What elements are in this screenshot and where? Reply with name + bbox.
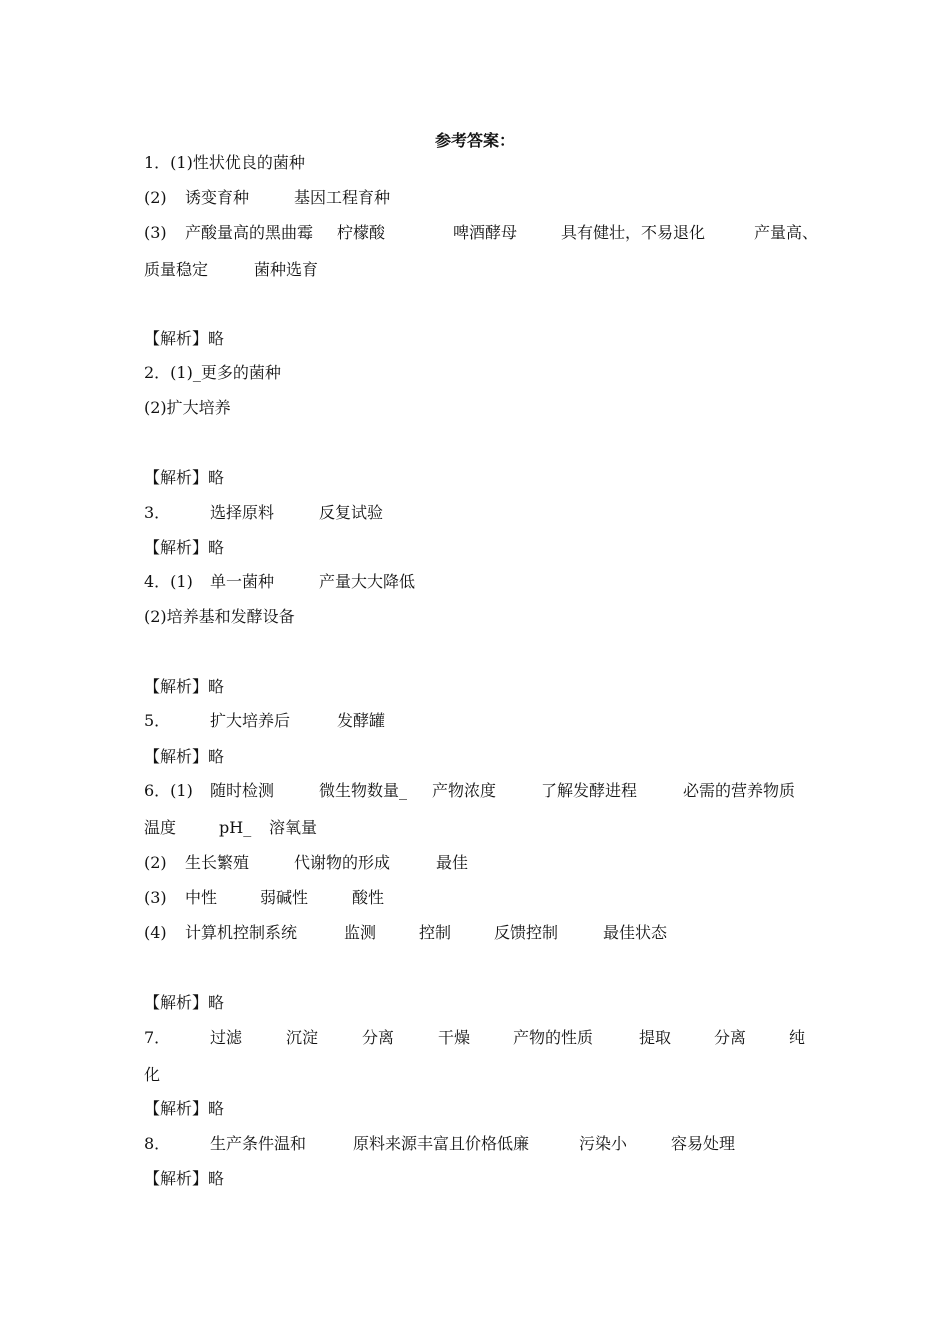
answer-text: 酸性 xyxy=(352,888,385,907)
answer-text: 8． xyxy=(144,1134,171,1153)
answer-text: 了解发酵进程 xyxy=(541,781,638,800)
answer-text: 生产条件温和 xyxy=(210,1134,307,1153)
answer-text: 反馈控制 xyxy=(494,923,559,942)
answer-text: 分离 xyxy=(362,1028,395,1047)
answer-text: 最佳 xyxy=(436,853,469,872)
answer-text: 污染小 xyxy=(579,1134,628,1153)
answer-text: 化 xyxy=(144,1065,161,1084)
answer-text: 单一菌种 xyxy=(210,572,275,591)
answer-text: 【解析】略 xyxy=(144,1169,225,1188)
answer-text: 微生物数量_ xyxy=(319,781,408,800)
answer-text: 扩大培养后 xyxy=(210,711,291,730)
answer-text: 提取 xyxy=(639,1028,672,1047)
answer-text: 最佳状态 xyxy=(603,923,668,942)
answer-text: 中性 xyxy=(185,888,218,907)
answer-text: 控制 xyxy=(419,923,452,942)
answer-text: 产物浓度 xyxy=(432,781,497,800)
answer-text: (3) xyxy=(144,223,167,242)
answer-text: 1．(1)性状优良的菌种 xyxy=(144,153,305,172)
answer-text: pH_ xyxy=(219,818,252,837)
answer-text: (2) xyxy=(144,188,167,207)
answer-text: 随时检测 xyxy=(210,781,275,800)
answer-text: 【解析】略 xyxy=(144,329,225,348)
answer-text: 柠檬酸 xyxy=(337,223,386,242)
answer-text: 【解析】略 xyxy=(144,747,225,766)
answer-text: 必需的营养物质 xyxy=(683,781,796,800)
answer-text: (4) xyxy=(144,923,167,942)
answer-text: 5． xyxy=(144,711,171,730)
answer-text: 过滤 xyxy=(210,1028,243,1047)
answer-text: 诱变育种 xyxy=(185,188,250,207)
answer-text: 【解析】略 xyxy=(144,538,225,557)
answer-text: 7． xyxy=(144,1028,171,1047)
answer-text: 产酸量高的黑曲霉 xyxy=(185,223,314,242)
answer-title: 参考答案： xyxy=(434,131,515,150)
answer-text: 纯 xyxy=(789,1028,806,1047)
answer-text: 6．(1) xyxy=(144,781,193,800)
answer-text: 分离 xyxy=(714,1028,747,1047)
answer-text: 容易处理 xyxy=(671,1134,736,1153)
answer-text: 3． xyxy=(144,503,171,522)
answer-text: 监测 xyxy=(344,923,377,942)
answer-text: 生长繁殖 xyxy=(185,853,250,872)
answer-text: 4．(1) xyxy=(144,572,193,591)
answer-text: 选择原料 xyxy=(210,503,275,522)
answer-text: (2)扩大培养 xyxy=(144,398,231,417)
answer-text: 产量大大降低 xyxy=(319,572,416,591)
answer-text: 具有健壮，不易退化 xyxy=(561,223,706,242)
answer-text: 温度 xyxy=(144,818,177,837)
answer-text: 【解析】略 xyxy=(144,1099,225,1118)
answer-text: 质量稳定 xyxy=(144,260,209,279)
answer-text: 沉淀 xyxy=(286,1028,319,1047)
answer-text: 溶氧量 xyxy=(269,818,318,837)
answer-text: 产量高、 xyxy=(754,223,819,242)
answer-text: (2)培养基和发酵设备 xyxy=(144,607,295,626)
answer-text: 【解析】略 xyxy=(144,677,225,696)
answer-text: 反复试验 xyxy=(319,503,384,522)
answer-text: 2．(1)_更多的菌种 xyxy=(144,363,281,382)
answer-text: 啤酒酵母 xyxy=(453,223,518,242)
answer-text: (2) xyxy=(144,853,167,872)
answer-text: 弱碱性 xyxy=(260,888,309,907)
answer-text: 干燥 xyxy=(438,1028,471,1047)
answer-text: 菌种选育 xyxy=(254,260,319,279)
answer-text: (3) xyxy=(144,888,167,907)
answer-text: 代谢物的形成 xyxy=(294,853,391,872)
answer-text: 计算机控制系统 xyxy=(185,923,298,942)
answer-text: 【解析】略 xyxy=(144,468,225,487)
answer-text: 原料来源丰富且价格低廉 xyxy=(353,1134,530,1153)
answer-text: 基因工程育种 xyxy=(294,188,391,207)
answer-text: 【解析】略 xyxy=(144,993,225,1012)
answer-text: 产物的性质 xyxy=(513,1028,594,1047)
answer-text: 发酵罐 xyxy=(337,711,386,730)
